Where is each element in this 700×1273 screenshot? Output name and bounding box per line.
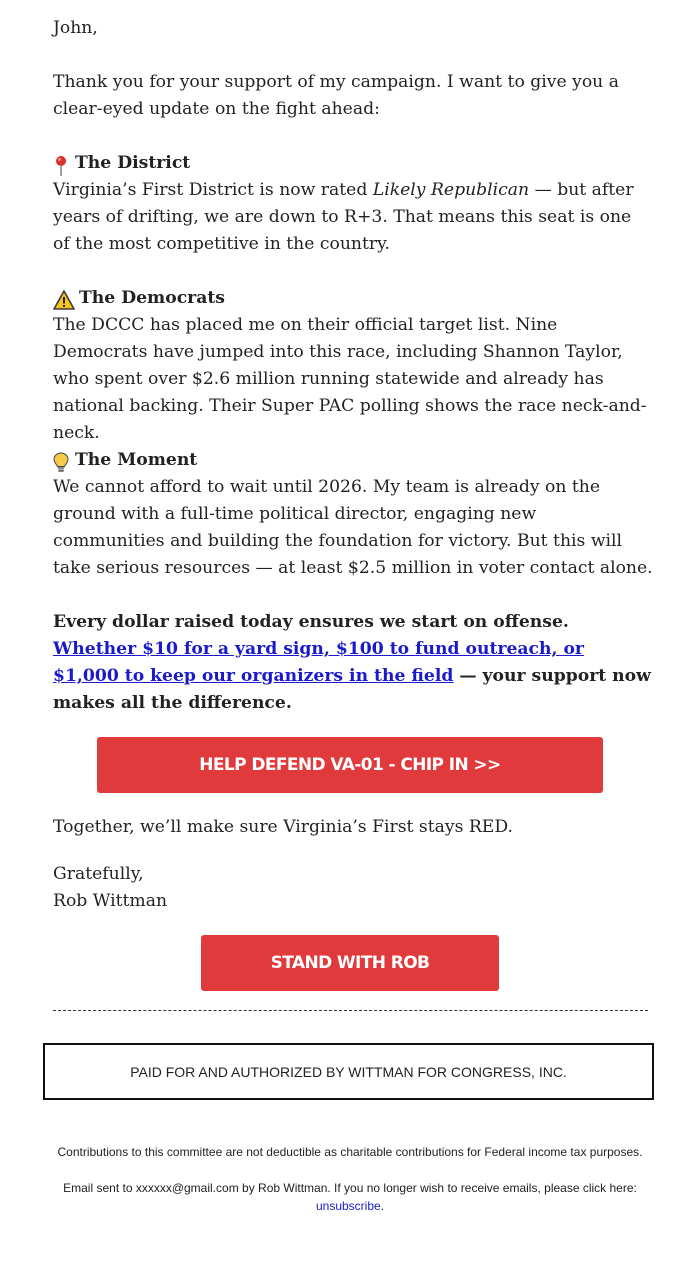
section-title-democrats: [53, 285, 653, 312]
stand-with-rob-button[interactable]: STAND WITH ROB: [201, 935, 499, 991]
greeting: John,: [53, 18, 98, 38]
section-democrats: [53, 285, 653, 447]
unsubscribe-link[interactable]: unsubscribe: [315, 1199, 381, 1213]
donation-appeal: [53, 609, 653, 717]
paid-for-disclaimer: PAID FOR AND AUTHORIZED BY WITTMAN FOR CONGRESS, INC.: [43, 1043, 654, 1100]
closing: Gratefully,: [53, 864, 144, 884]
signer-name: Rob Wittman: [53, 891, 168, 911]
section-title-district: [53, 150, 653, 177]
appeal-lead: Every dollar raised today ensures we start on offense.: [53, 612, 569, 632]
sent-to-text: Email sent to xxxxxx@gmail.com by Rob Wittman. If you no longer wish to receive emails, please click here:: [63, 1181, 637, 1195]
section-title-text: The District: [75, 153, 191, 173]
section-title-text: The Moment: [75, 450, 198, 470]
tax-note: Contributions to this committee are not deductible as charitable contributions for Federal income tax purposes.: [57, 1145, 643, 1159]
donation-link[interactable]: Whether $10 for a yard sign, $100 to fund outreach, or $1,000 to keep our organizers in the field: [53, 639, 584, 686]
chip-in-button[interactable]: HELP DEFEND VA-01 - CHIP IN >>: [97, 737, 603, 793]
lightbulb-icon: [53, 451, 71, 471]
email-footer: Email sent to xxxxxx@gmail.com by Rob Wittman. If you no longer wish to receive emails, please click here: unsubscribe.: [0, 1179, 700, 1215]
together-line: Together, we’ll make sure Virginia’s First stays RED.: [53, 817, 513, 837]
pushpin-icon: [53, 154, 71, 174]
section-moment: [53, 447, 653, 582]
section-title-text: The Democrats: [79, 288, 225, 308]
section-body-democrats: The DCCC has placed me on their official target list. Nine Democrats have jumped into this race, including Shannon Taylor, who spent over $2.6 million running statewide and already has national backing. Their Super PAC polling shows the race neck-and-neck.: [53, 315, 647, 443]
section-title-moment: [53, 447, 653, 474]
appeal-tail: — your support now makes all the difference.: [53, 666, 651, 713]
section-body-moment: We cannot afford to wait until 2026. My team is already on the ground with a full-time political director, engaging new communities and building the foundation for victory. But this will take serious resources — at least $2.5 million in voter contact alone.: [53, 477, 653, 578]
intro-paragraph: Thank you for your support of my campaign. I want to give you a clear-eyed update on the fight ahead:: [53, 72, 619, 119]
section-district: [53, 150, 653, 258]
divider: [53, 1010, 648, 1011]
section-body-district: Virginia’s First District is now rated Likely Republican — but after years of drifting, we are down to R+3. That means this seat is one of the most competitive in the country.: [53, 180, 634, 254]
signoff: [53, 861, 167, 915]
warning-icon: [53, 289, 75, 309]
